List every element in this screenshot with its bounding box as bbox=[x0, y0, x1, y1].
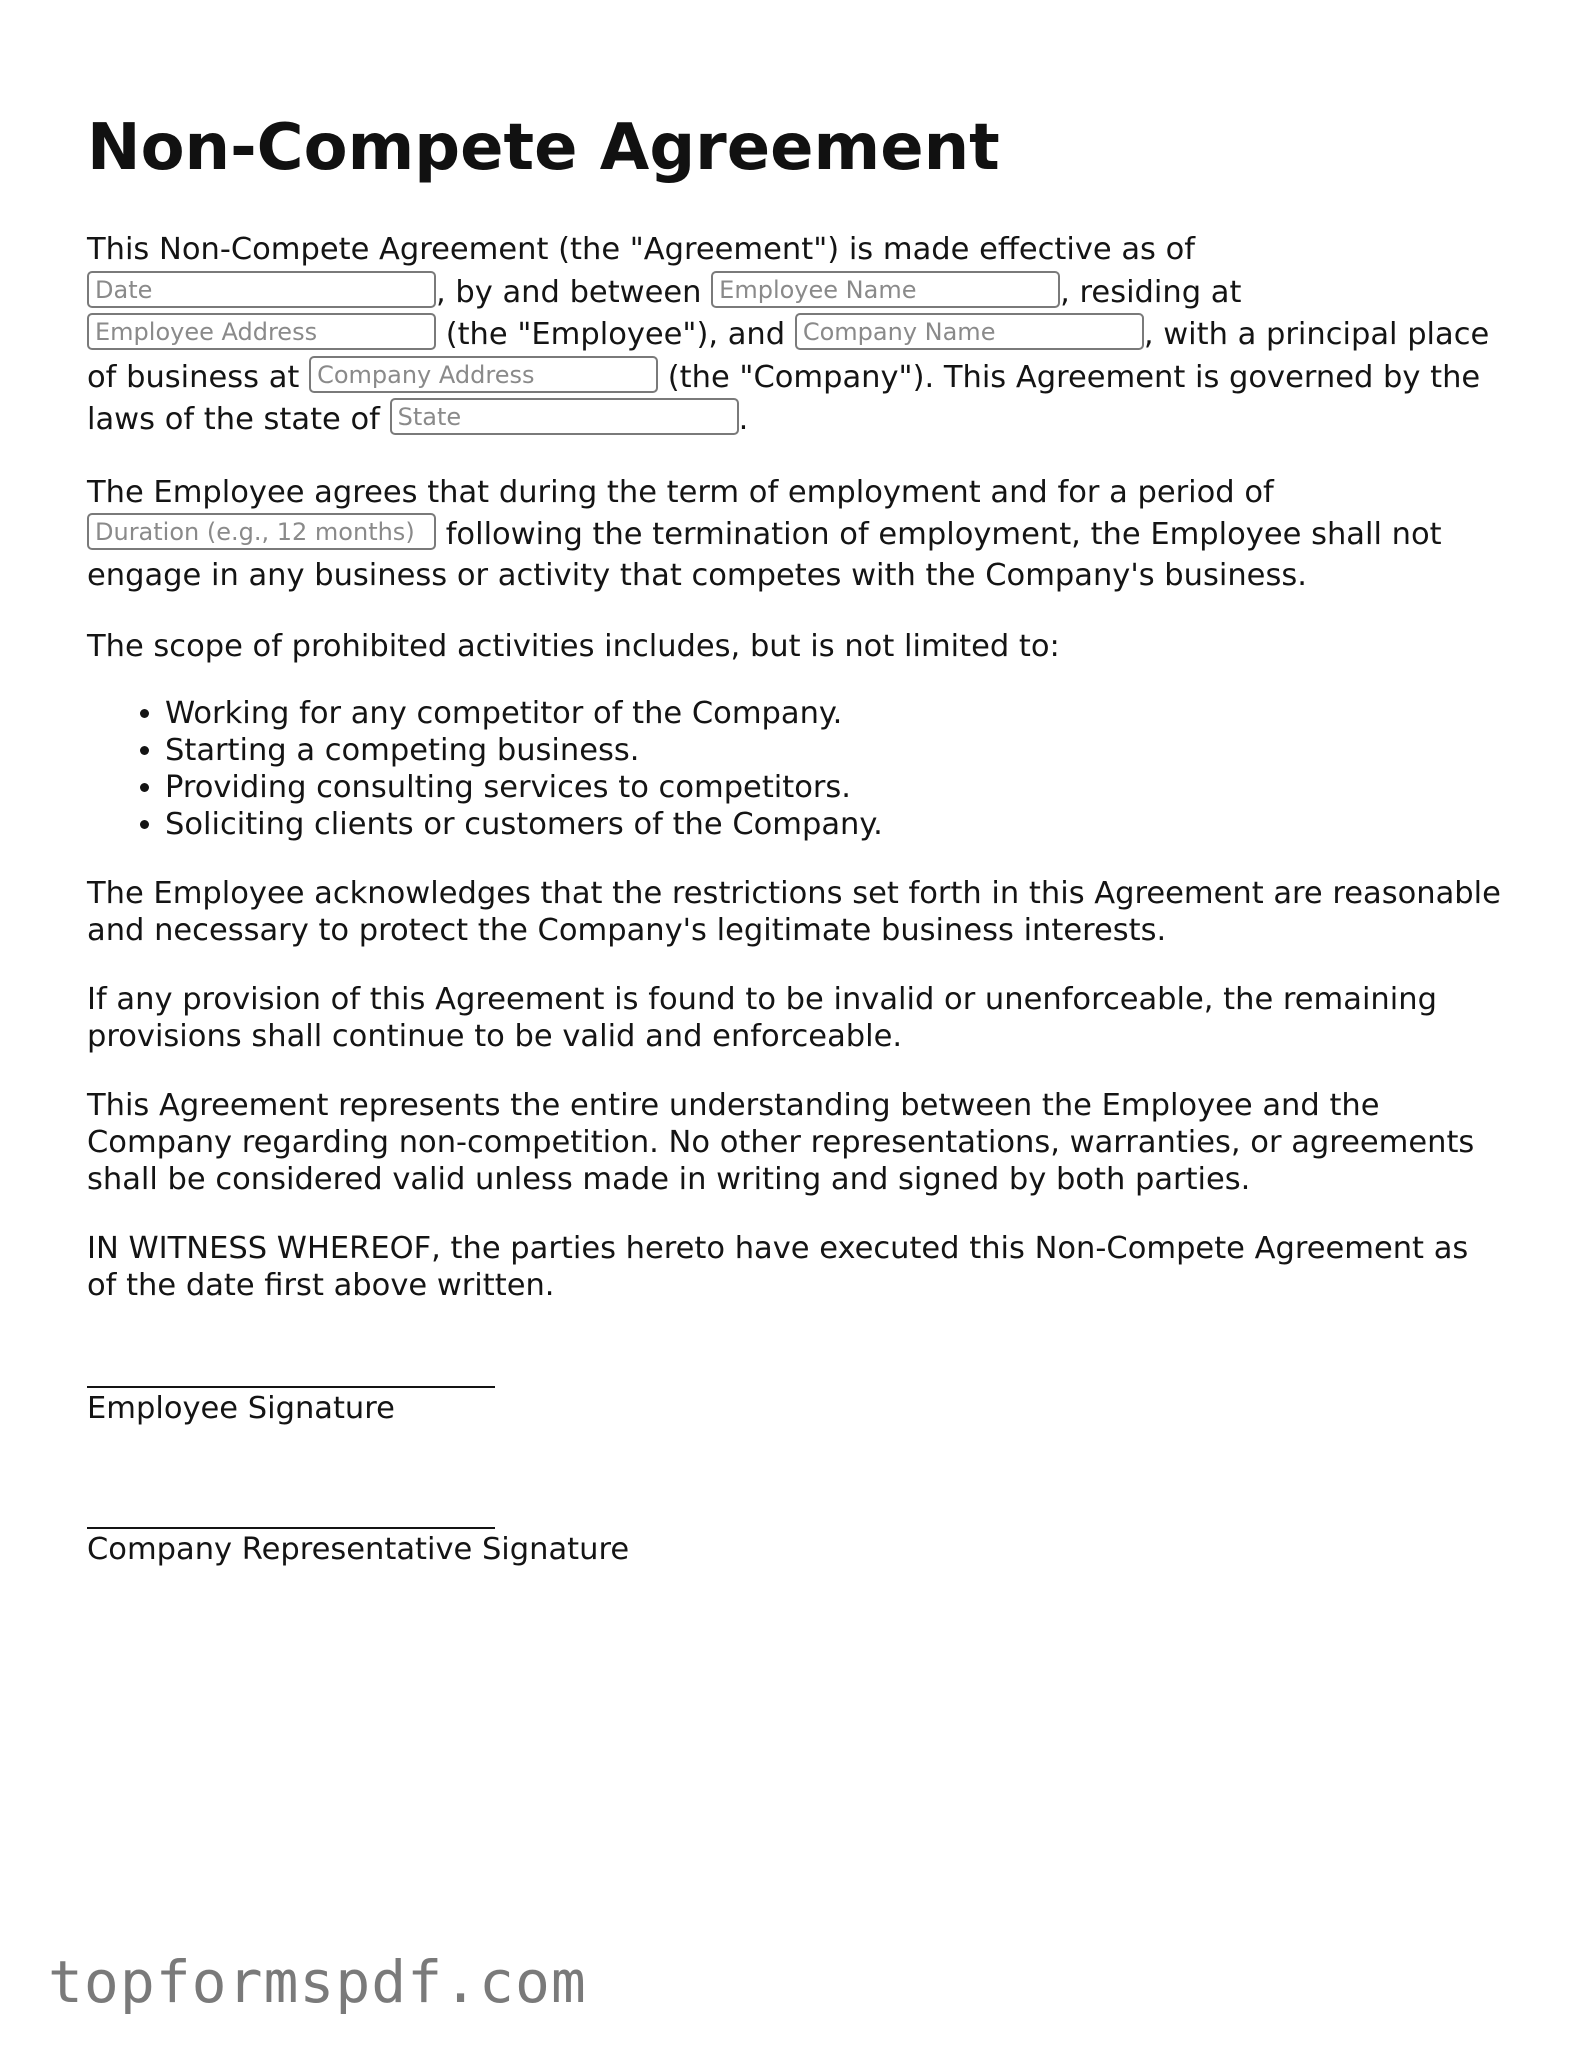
list-item: • Starting a competing business. bbox=[165, 732, 1507, 769]
state-field[interactable]: State bbox=[390, 398, 739, 435]
intro-text-3: , residing at bbox=[1060, 274, 1242, 310]
scope-intro: The scope of prohibited activities includes, but is not limited to: bbox=[87, 629, 1060, 664]
company-address-field[interactable]: Company Address bbox=[309, 356, 658, 393]
list-item: • Soliciting clients or customers of the Company. bbox=[165, 806, 1507, 843]
witness-paragraph: IN WITNESS WHEREOF, the parties hereto have executed this Non-Compete Agreement as of the date first above written. bbox=[87, 1231, 1469, 1303]
company-name-field[interactable]: Company Name bbox=[795, 313, 1144, 350]
date-field[interactable]: Date bbox=[87, 271, 436, 308]
scope-list bbox=[87, 695, 1507, 843]
term-text-1: The Employee agrees that during the term of employment and for a period of bbox=[87, 474, 1274, 510]
intro-text-6: (the "Company"). This Agreement is governed by the laws of the state of bbox=[87, 359, 1481, 437]
entire-agreement-paragraph: This Agreement represents the entire understanding between the Employee and the Company regarding non-competition. No other representations, warranties, or agreements shall be considered valid unless made in writing and signed by both parties. bbox=[87, 1088, 1475, 1197]
signature-block bbox=[87, 1356, 1507, 1568]
employee-address-field[interactable]: Employee Address bbox=[87, 313, 436, 350]
employee-name-field[interactable]: Employee Name bbox=[711, 271, 1060, 308]
company-signature-label: Company Representative Signature bbox=[87, 1532, 630, 1567]
term-paragraph bbox=[87, 473, 1507, 597]
company-signature-line[interactable] bbox=[87, 1497, 495, 1529]
document-page bbox=[87, 100, 1507, 1568]
intro-text-2: , by and between bbox=[436, 274, 702, 310]
intro-paragraph bbox=[87, 230, 1507, 441]
intro-text-4: (the "Employee"), and bbox=[436, 317, 786, 352]
acknowledgement-paragraph: The Employee acknowledges that the restrictions set forth in this Agreement are reasonable and necessary to protect the Company's legitimate business interests. bbox=[87, 876, 1501, 948]
watermark: topformspdf.com bbox=[48, 1948, 587, 2016]
list-item: • Working for any competitor of the Company. bbox=[165, 695, 1507, 732]
employee-signature-label: Employee Signature bbox=[87, 1391, 395, 1426]
intro-text-7: . bbox=[738, 402, 749, 437]
intro-text-5: , with a principal place of business at bbox=[87, 317, 1490, 395]
intro-text-1: This Non-Compete Agreement (the "Agreement") is made effective as of bbox=[87, 232, 1196, 267]
employee-signature-line[interactable] bbox=[87, 1356, 495, 1388]
duration-field[interactable]: Duration (e.g., 12 months) bbox=[87, 513, 436, 550]
term-text-2: following the termination of employment, the Employee shall not engage in any business or activity that competes with the Company's business. bbox=[87, 517, 1442, 593]
document-title: Non-Compete Agreement bbox=[87, 111, 1000, 185]
list-item: • Providing consulting services to competitors. bbox=[165, 769, 1507, 806]
severability-paragraph: If any provision of this Agreement is found to be invalid or unenforceable, the remaining provisions shall continue to be valid and enforceable. bbox=[87, 982, 1437, 1054]
